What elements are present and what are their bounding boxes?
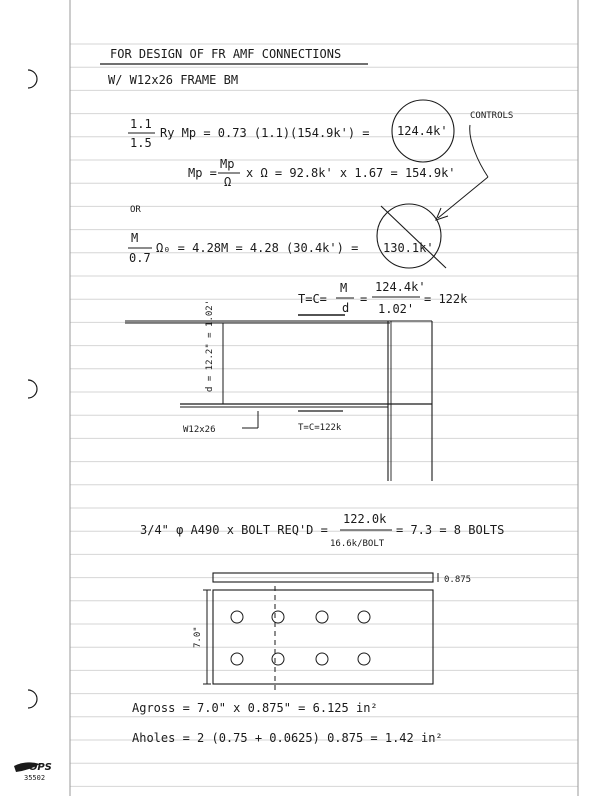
- bolt-hole: [358, 611, 370, 623]
- tension-frac2-den: 1.02': [378, 302, 415, 316]
- bolt-hole: [231, 653, 243, 665]
- plate-sketch: [203, 573, 438, 690]
- bolt-requirement: 3/4" φ A490 x BOLT REQ'D =: [140, 523, 328, 537]
- line2-fraction-den: Ω: [224, 175, 232, 189]
- beam-column-sketch: [125, 315, 432, 481]
- line3-fraction-num: M: [131, 231, 139, 245]
- controls-arrow: [470, 125, 488, 177]
- tension-frac-num: M: [340, 281, 348, 295]
- line1-result: 124.4k': [397, 124, 448, 138]
- line1-fraction-num: 1.1: [130, 117, 152, 131]
- tension-rhs: = 122k: [424, 292, 468, 306]
- tops-brand: TOPS: [22, 762, 52, 773]
- depth-label: d = 12.2" = 1.02': [205, 299, 215, 392]
- tops-code: 35502: [24, 774, 46, 782]
- plate-width-label: 7.0": [193, 626, 203, 648]
- bolt-result: = 7.3 = 8 BOLTS: [396, 523, 505, 537]
- line3-strike: [381, 206, 446, 268]
- bolt-hole: [272, 653, 284, 665]
- line1-expression: Ry Mp = 0.73 (1.1)(154.9k') =: [160, 126, 370, 140]
- force-label: T=C=122k: [298, 423, 342, 433]
- plate-thickness-label: 0.875: [444, 575, 472, 585]
- line3-result-circle: [377, 204, 441, 268]
- page-title: FOR DESIGN OF FR AMF CONNECTIONS: [110, 47, 342, 61]
- bolt-hole: [272, 611, 284, 623]
- tension-lhs: T=C=: [298, 292, 327, 306]
- line3-expression: Ω₀ = 4.28M = 4.28 (30.4k') =: [156, 241, 359, 255]
- bolt-frac-num: 122.0k: [343, 512, 387, 526]
- bolt-hole: [231, 611, 243, 623]
- line2-lhs: Mp =: [188, 166, 217, 180]
- bolt-hole: [358, 653, 370, 665]
- hole-area-calc: Aholes = 2 (0.75 + 0.0625) 0.875 = 1.42 in²: [132, 731, 443, 745]
- binder-hole-bottom: [28, 690, 37, 708]
- beam-size-label: W12x26: [183, 425, 216, 435]
- tension-frac-den: d: [342, 301, 350, 315]
- gross-area-calc: Agross = 7.0" x 0.875" = 6.125 in²: [132, 701, 378, 715]
- line3-fraction-den: 0.7: [129, 251, 151, 265]
- line2-expression: x Ω = 92.8k' x 1.67 = 154.9k': [246, 166, 456, 180]
- bolt-frac-den: 16.6k/BOLT: [330, 539, 385, 549]
- ruled-lines: [70, 44, 578, 786]
- binder-hole-middle: [28, 380, 37, 398]
- tension-eq: =: [360, 292, 368, 306]
- tension-frac2-num: 124.4k': [375, 280, 426, 294]
- page-subtitle: W/ W12x26 FRAME BM: [108, 73, 239, 87]
- bolt-hole: [316, 653, 328, 665]
- line3-result: 130.1k': [383, 241, 434, 255]
- controls-note: CONTROLS: [470, 111, 514, 121]
- line1-fraction-den: 1.5: [130, 136, 152, 150]
- or-label: OR: [130, 205, 141, 215]
- line2-fraction-num: Mp: [220, 157, 235, 171]
- tops-logo: [14, 762, 52, 782]
- controls-arrowhead: [436, 208, 448, 220]
- bolt-hole: [316, 611, 328, 623]
- binder-hole-top: [28, 70, 37, 88]
